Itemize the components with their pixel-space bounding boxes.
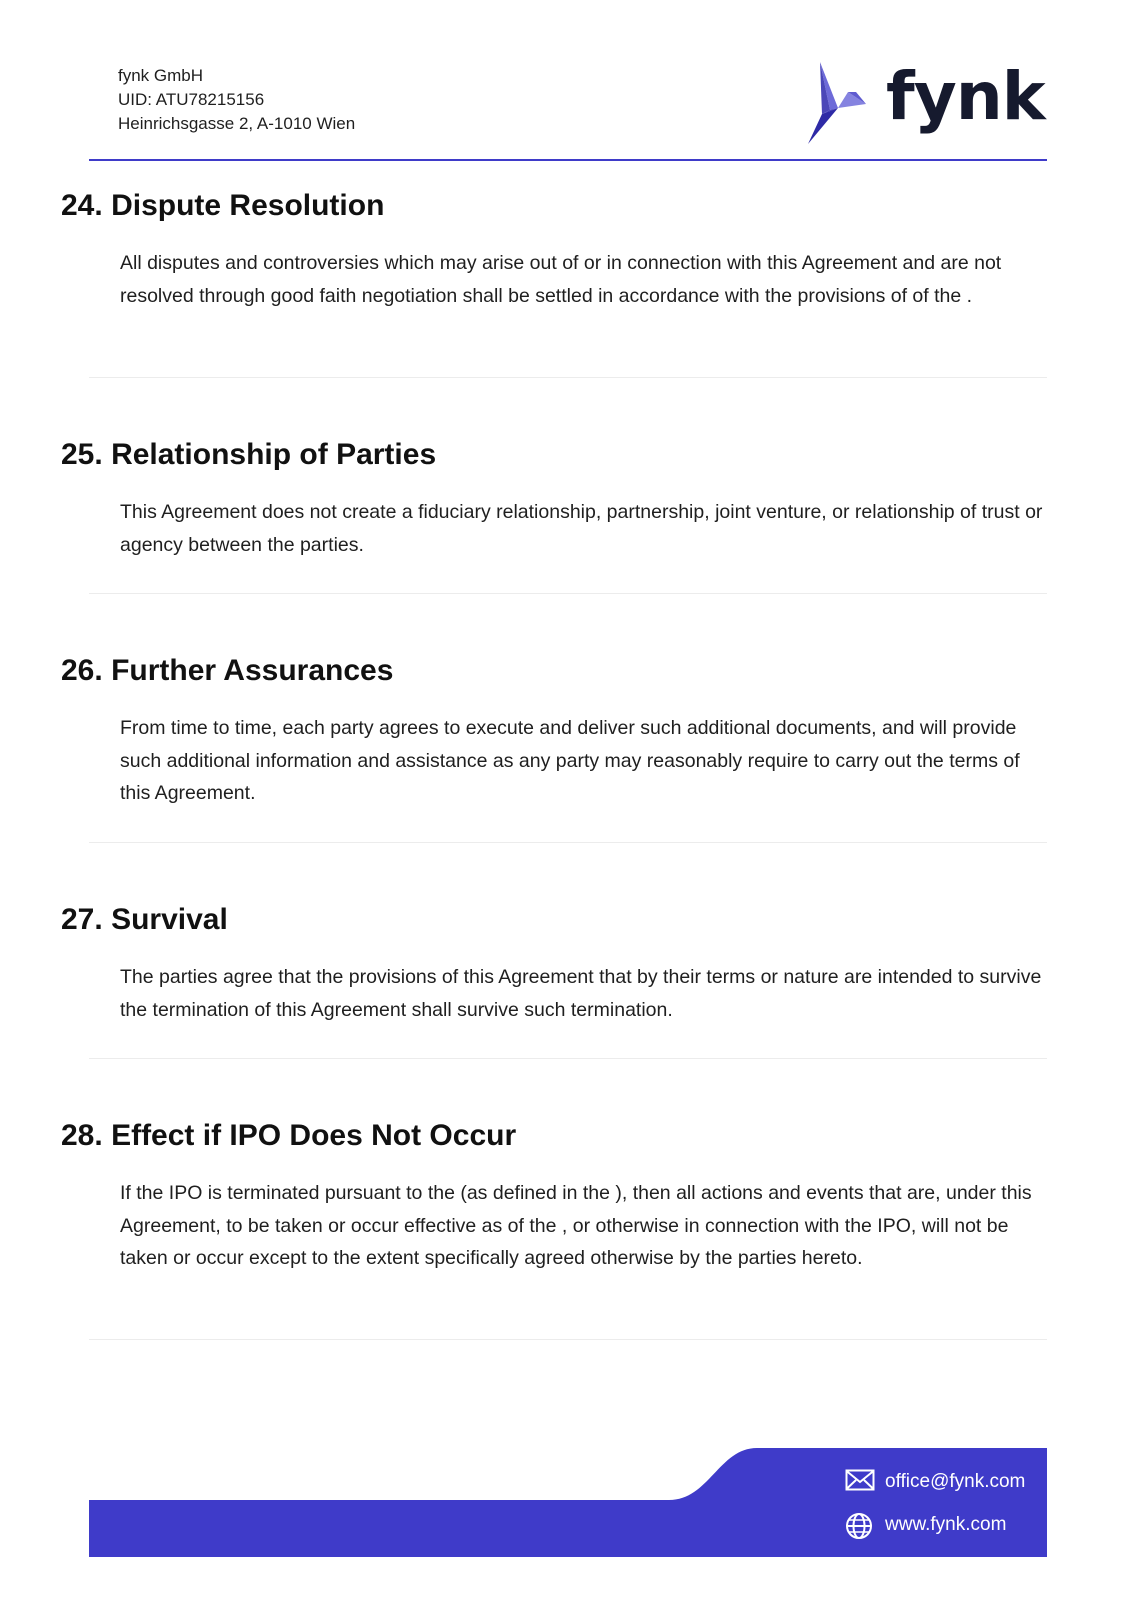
section-divider: [89, 1058, 1047, 1059]
section-heading: [61, 653, 1019, 689]
section-survival: [61, 902, 1047, 1026]
section-body: This Agreement does not create a fiduciary relationship, partnership, joint venture, or relationship of trust or agency between the parties.: [120, 501, 1043, 556]
section-divider: [89, 377, 1047, 378]
section-number: 26.: [61, 654, 103, 687]
section-divider: [89, 842, 1047, 843]
section-title: Effect if IPO Does Not Occur: [111, 1119, 517, 1152]
section-title: Further Assurances: [111, 654, 394, 687]
section-dispute-resolution: [61, 188, 1047, 312]
company-info: [118, 64, 355, 136]
section-body: If the IPO is terminated pursuant to the (as defined in the ), then all actions and events that are, under this Agreement, to be taken or occur effective as of the , or otherwise in connection with the IPO, will not be taken or occur except to the extent specifically agreed otherwise by the parties hereto.: [120, 1182, 1032, 1269]
section-title: Relationship of Parties: [111, 438, 437, 471]
section-heading: [61, 437, 1019, 473]
company-address: Heinrichsgasse 2, A-1010 Wien: [118, 114, 356, 133]
footer-shape: [89, 1448, 1047, 1557]
section-number: 25.: [61, 438, 103, 471]
section-number: 28.: [61, 1119, 103, 1152]
company-name: fynk GmbH: [118, 66, 204, 85]
section-body: All disputes and controversies which may arise out of or in connection with this Agreement and are not resolved through good faith negotiation shall be settled in accordance with the provisions of of the .: [120, 252, 1002, 307]
bird-logo-icon: [808, 62, 880, 144]
section-effect-if-ipo-does-not-occur: [61, 1118, 1047, 1275]
section-number: 24.: [61, 189, 103, 222]
logo-wordmark: fynk: [886, 58, 1045, 135]
section-further-assurances: [61, 653, 1047, 810]
section-heading: [61, 902, 1019, 938]
section-divider: [89, 1339, 1047, 1340]
email-link[interactable]: office@fynk.com: [885, 1471, 1026, 1492]
section-relationship-of-parties: [61, 437, 1047, 561]
fynk-logo: [808, 58, 1045, 144]
header-divider: [89, 159, 1047, 161]
section-title: Survival: [111, 903, 228, 936]
section-number: 27.: [61, 903, 103, 936]
section-body: The parties agree that the provisions of this Agreement that by their terms or nature are intended to survive the termination of this Agreement shall survive such termination.: [120, 966, 1042, 1021]
section-body: From time to time, each party agrees to execute and deliver such additional documents, and will provide such additional information and assistance as any party may reasonably require to carry out the terms of this Agreement.: [120, 717, 1020, 804]
footer-website[interactable]: [845, 1512, 1006, 1538]
company-uid: UID: ATU78215156: [118, 90, 265, 109]
mail-icon: [845, 1469, 875, 1495]
footer-email[interactable]: [845, 1469, 1025, 1495]
footer-band: [89, 1448, 1047, 1557]
section-title: Dispute Resolution: [111, 189, 385, 222]
globe-icon: [845, 1512, 875, 1538]
website-link[interactable]: www.fynk.com: [885, 1514, 1007, 1535]
section-divider: [89, 593, 1047, 594]
section-heading: [61, 1118, 1019, 1154]
section-heading: [61, 188, 1019, 224]
